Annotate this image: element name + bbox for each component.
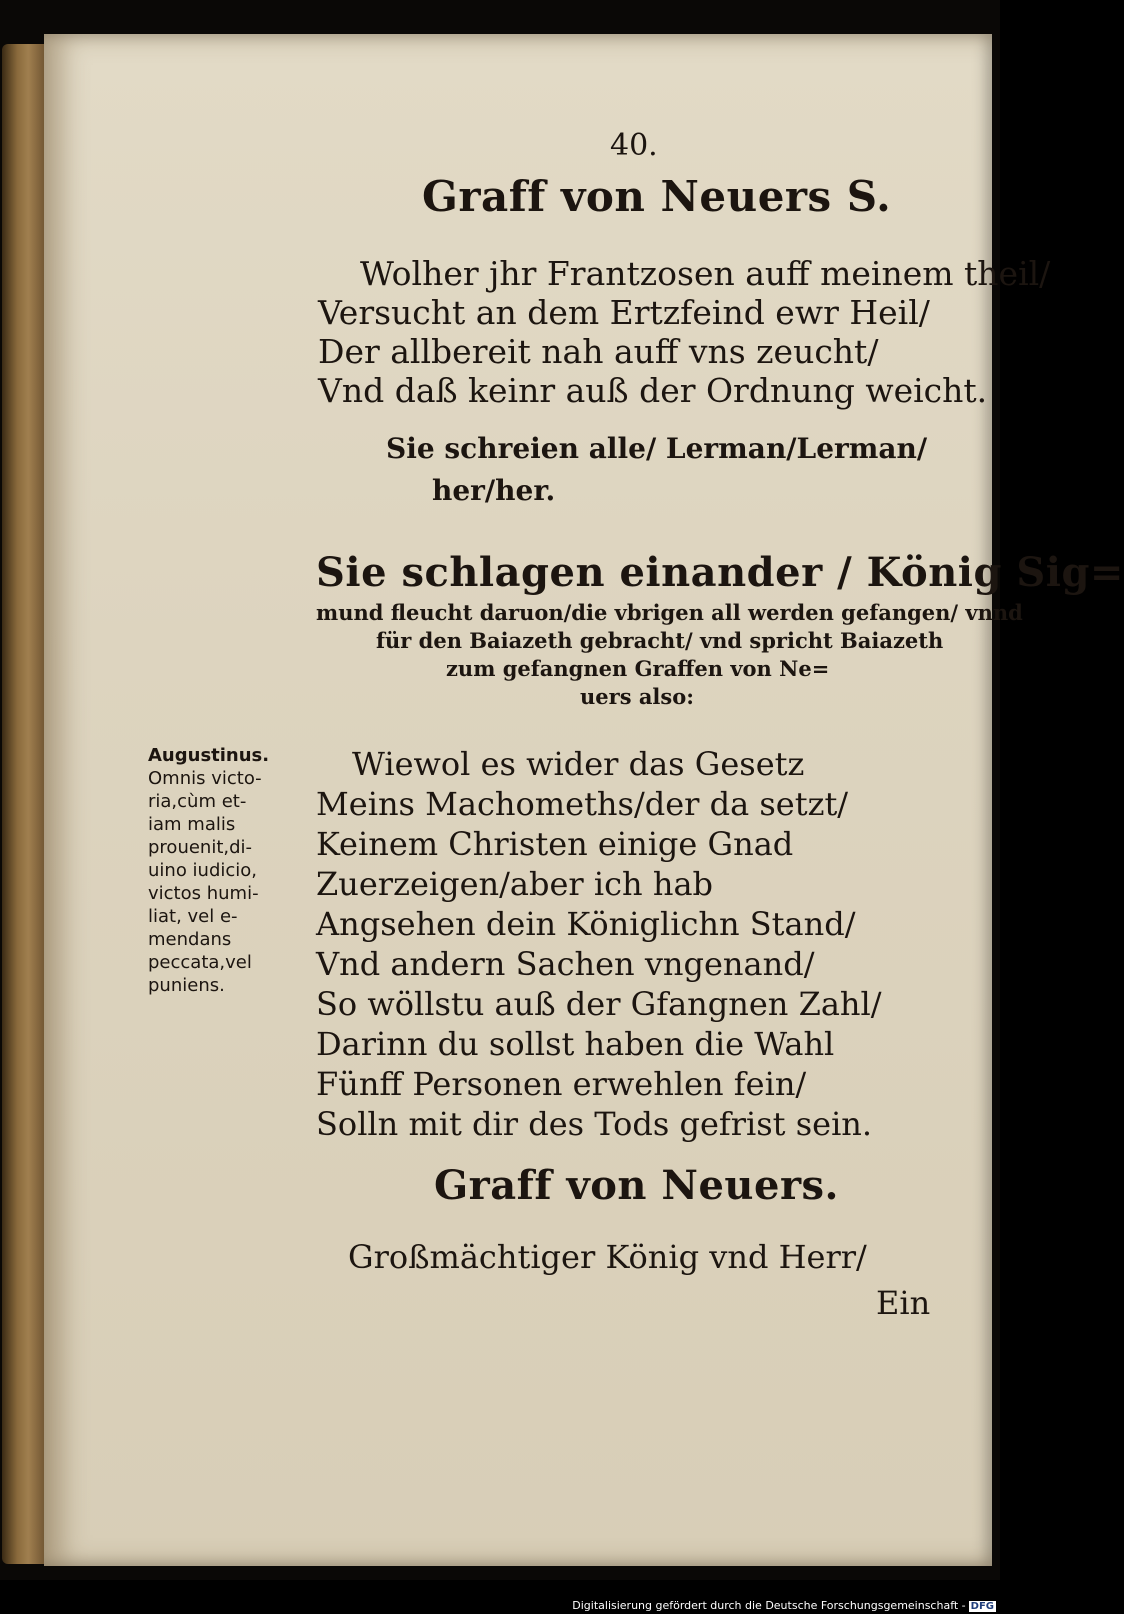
margin-note-line: prouenit,di- <box>148 837 253 858</box>
margin-note-line: mendans <box>148 929 232 950</box>
speech-line: Fünff Personen erwehlen fein/ <box>316 1065 807 1103</box>
speech-line: Angsehen dein Königlichn Stand/ <box>316 905 856 943</box>
margin-note-line: Omnis victo- <box>148 768 262 789</box>
page-number: 40. <box>610 128 658 163</box>
margin-note-line: puniens. <box>148 975 225 996</box>
margin-note-line: ria,cùm et- <box>148 791 247 812</box>
verse-line: Der allbereit nah auff vns zeucht/ <box>318 332 879 371</box>
speech-line: Großmächtiger König vnd Herr/ <box>348 1238 867 1276</box>
margin-note-line: Augustinus. <box>148 745 270 766</box>
speech-line: So wöllstu auß der Gfangnen Zahl/ <box>316 985 882 1023</box>
verse-line: Wolher jhr Frantzosen auff meinem theil/ <box>360 254 1051 293</box>
verse-line: Versucht an dem Ertzfeind ewr Heil/ <box>318 293 930 332</box>
stage-direction-line: für den Baiazeth gebracht/ vnd spricht Baiazeth <box>376 628 944 653</box>
shout-line: her/her. <box>432 474 556 507</box>
book-spine <box>2 44 46 1564</box>
stage-direction-line: mund fleucht daruon/die vbrigen all werden gefangen/ vnnd <box>316 600 1023 625</box>
margin-note-line: iam malis <box>148 814 236 835</box>
margin-note <box>148 744 269 997</box>
verse-line: Vnd daß keinr auß der Ordnung weicht. <box>318 371 988 410</box>
digitization-credit <box>572 1599 996 1612</box>
stage-direction-heading: Sie schlagen einander / König Sig= <box>316 549 1124 596</box>
speech-line: Solln mit dir des Tods gefrist sein. <box>316 1105 873 1143</box>
speaker-heading-2: Graff von Neuers. <box>434 1162 839 1209</box>
speech-line: Keinem Christen einige Gnad <box>316 825 794 863</box>
margin-note-line: uino iudicio, <box>148 860 258 881</box>
credit-text: Digitalisierung gefördert durch die Deutsche Forschungsgemeinschaft - <box>572 1599 966 1612</box>
speech-line: Vnd andern Sachen vngenand/ <box>316 945 815 983</box>
dfg-logo: DFG <box>970 1601 994 1612</box>
catchword: Ein <box>876 1284 931 1322</box>
speech-line: Meins Machomeths/der da setzt/ <box>316 785 849 823</box>
stage-direction-line: zum gefangnen Graffen von Ne= <box>446 656 830 681</box>
margin-note-line: peccata,vel <box>148 952 252 973</box>
speech-line: Wiewol es wider das Gesetz <box>352 745 805 783</box>
speaker-heading-1: Graff von Neuers S. <box>422 172 892 221</box>
margin-note-line: liat, vel e- <box>148 906 238 927</box>
stage-direction-line: uers also: <box>580 684 694 709</box>
speech-line: Zuerzeigen/aber ich hab <box>316 865 713 903</box>
speech-line: Darinn du sollst haben die Wahl <box>316 1025 835 1063</box>
shout-line: Sie schreien alle/ Lerman/Lerman/ <box>386 432 928 465</box>
margin-note-line: victos humi- <box>148 883 259 904</box>
